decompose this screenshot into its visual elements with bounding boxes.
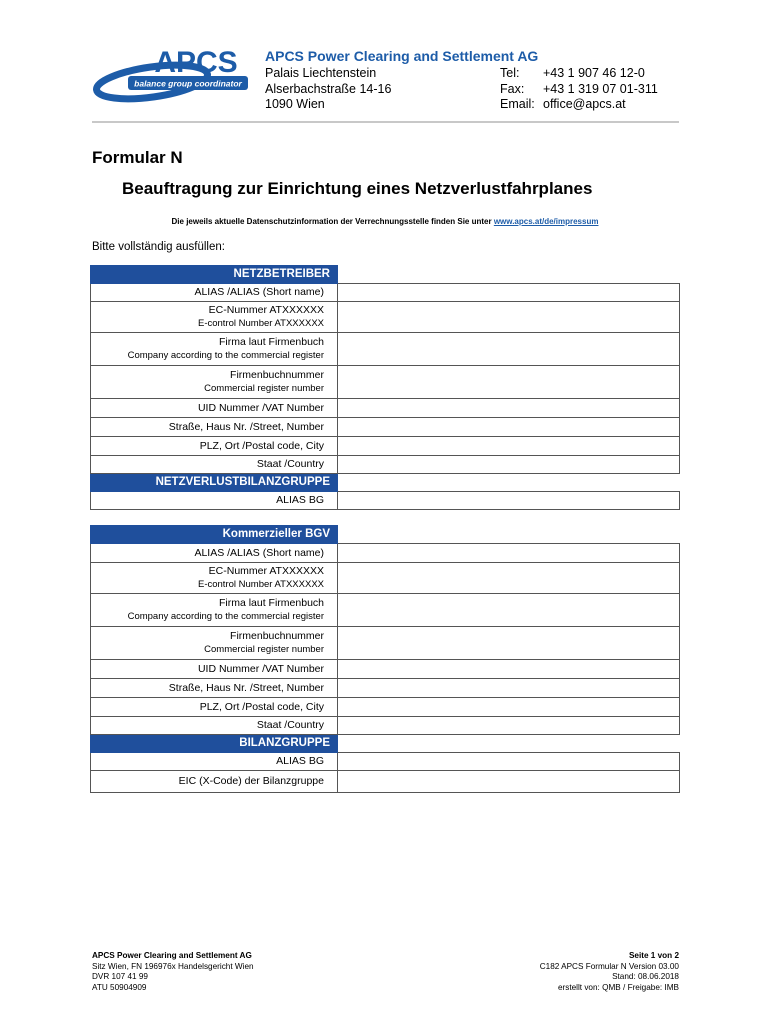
form-row: [91, 492, 680, 510]
header-divider: [92, 121, 679, 123]
field-label: ALIAS /ALIAS (Short name): [91, 284, 338, 302]
address-line: 1090 Wien: [265, 97, 325, 111]
footer-line: C182 APCS Formular N Version 03.00: [539, 961, 679, 971]
postal-city-input[interactable]: [338, 698, 680, 717]
field-label: Firma laut Firmenbuch Company according to the commercial register: [91, 333, 338, 366]
section-header-row: [91, 526, 680, 544]
section-header-row: [91, 266, 680, 284]
form-row: [91, 544, 680, 563]
field-label: ALIAS BG: [91, 492, 338, 510]
eic-code-input[interactable]: [338, 771, 680, 793]
street-input[interactable]: [338, 418, 680, 437]
postal-city-input[interactable]: [338, 437, 680, 456]
email-value[interactable]: office@apcs.at: [543, 97, 626, 111]
company-name: APCS Power Clearing and Settlement AG: [265, 48, 539, 64]
street-input[interactable]: [338, 679, 680, 698]
register-number-input[interactable]: [338, 366, 680, 399]
section-heading: NETZBETREIBER: [91, 266, 338, 284]
form-row: [91, 717, 680, 735]
field-label: EIC (X-Code) der Bilanzgruppe: [91, 771, 338, 793]
form-row: [91, 753, 680, 771]
form-row: [91, 660, 680, 679]
form-row: [91, 284, 680, 302]
field-label: Firma laut Firmenbuch Company according to the commercial register: [91, 594, 338, 627]
company-input[interactable]: [338, 333, 680, 366]
footer-line: Stand: 08.06.2018: [612, 972, 679, 981]
logo-text: APCS: [154, 46, 238, 79]
address-line: Palais Liechtenstein: [265, 66, 377, 80]
form-row: [91, 698, 680, 717]
field-label: EC-Nummer ATXXXXXX E-control Number ATXXXXXX: [91, 302, 338, 333]
form-row: [91, 399, 680, 418]
field-label: Staat /Country: [91, 717, 338, 735]
footer-left: [92, 951, 254, 993]
form-row: [91, 456, 680, 474]
field-label: PLZ, Ort /Postal code, City: [91, 698, 338, 717]
country-input[interactable]: [338, 456, 680, 474]
ec-number-input[interactable]: [338, 563, 680, 594]
form-row: [91, 679, 680, 698]
form-row: [91, 771, 680, 793]
form-row: [91, 333, 680, 366]
section-header-row: [91, 735, 680, 753]
section-header-row: [91, 474, 680, 492]
section-subheading: BILANZGRUPPE: [91, 735, 338, 753]
footer-line: erstellt von: QMB / Freigabe: IMB: [557, 982, 679, 992]
footer-line: ATU 50904909: [92, 982, 147, 992]
form-row: [91, 594, 680, 627]
footer-company: APCS Power Clearing and Settlement AG: [92, 951, 252, 960]
footer-line: DVR 107 41 99: [92, 972, 148, 981]
field-label: ALIAS BG: [91, 753, 338, 771]
field-label: Firmenbuchnummer Commercial register number: [91, 627, 338, 660]
form-row: [91, 418, 680, 437]
page-number: Seite 1 von 2: [628, 951, 679, 960]
country-input[interactable]: [338, 717, 680, 735]
field-label: Firmenbuchnummer Commercial register number: [91, 366, 338, 399]
field-label: ALIAS /ALIAS (Short name): [91, 544, 338, 563]
footer-right: [540, 951, 679, 993]
email-label: Email:: [500, 97, 535, 111]
footer-line: Sitz Wien, FN 196976x Handelsgericht Wien: [92, 961, 254, 971]
form-row: [91, 437, 680, 456]
form-row: [91, 563, 680, 594]
section-heading: Kommerzieller BGV: [91, 526, 338, 544]
privacy-text: Die jeweils aktuelle Datenschutzinformation der Verrechnungsstelle finden Sie unter: [171, 217, 494, 226]
page-title: Beauftragung zur Einrichtung eines Netzverlustfahrplanes: [122, 179, 593, 198]
field-label: UID Nummer /VAT Number: [91, 399, 338, 418]
field-label: Staat /Country: [91, 456, 338, 474]
alias-bg-input[interactable]: [338, 753, 680, 771]
alias-input[interactable]: [338, 544, 680, 563]
field-label: Straße, Haus Nr. /Street, Number: [91, 679, 338, 698]
privacy-link[interactable]: www.apcs.at/de/impressum: [493, 217, 599, 226]
bgv-table: [90, 525, 680, 793]
fax-value: +43 1 319 07 01-311: [543, 82, 658, 96]
field-label: PLZ, Ort /Postal code, City: [91, 437, 338, 456]
tel-label: Tel:: [500, 66, 520, 80]
field-label: EC-Nummer ATXXXXXX E-control Number ATXXXXXX: [91, 563, 338, 594]
company-input[interactable]: [338, 594, 680, 627]
field-label: Straße, Haus Nr. /Street, Number: [91, 418, 338, 437]
field-label: UID Nummer /VAT Number: [91, 660, 338, 679]
form-code: Formular N: [92, 148, 183, 167]
ec-number-input[interactable]: [338, 302, 680, 333]
instruction-text: Bitte vollständig ausfüllen:: [92, 241, 225, 253]
privacy-notice: [0, 217, 770, 226]
section-subheading: NETZVERLUSTBILANZGRUPPE: [91, 474, 338, 492]
fax-label: Fax:: [500, 82, 525, 96]
address-line: Alserbachstraße 14-16: [265, 82, 392, 96]
vat-input[interactable]: [338, 399, 680, 418]
tel-value: +43 1 907 46 12-0: [543, 66, 645, 80]
form-row: [91, 302, 680, 333]
register-number-input[interactable]: [338, 627, 680, 660]
logo-subtext: balance group coordinator: [134, 78, 242, 89]
operator-table: [90, 265, 680, 510]
alias-input[interactable]: [338, 284, 680, 302]
apcs-logo: [92, 44, 254, 104]
alias-bg-input[interactable]: [338, 492, 680, 510]
form-row: [91, 366, 680, 399]
form-row: [91, 627, 680, 660]
vat-input[interactable]: [338, 660, 680, 679]
